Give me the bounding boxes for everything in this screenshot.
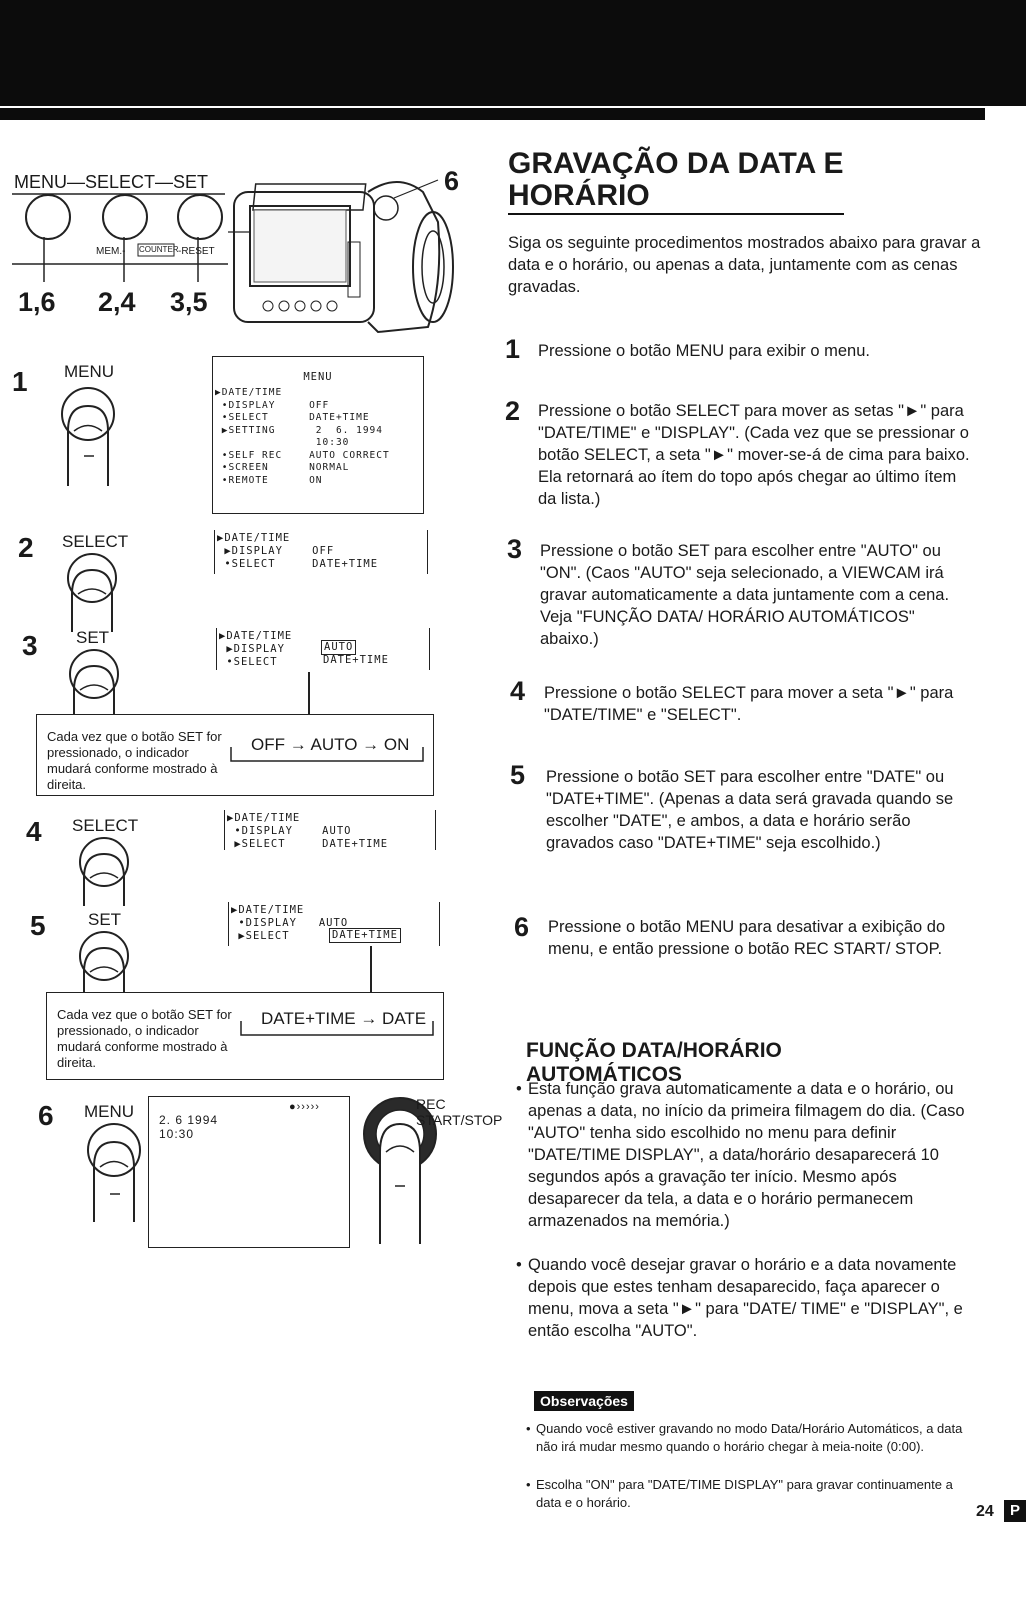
diagram-step-5-number: 5 <box>30 910 46 941</box>
control-number-3: 3,5 <box>170 287 208 317</box>
control-number-1: 1,6 <box>18 287 56 317</box>
callout-2 <box>46 992 444 1080</box>
page-title-line-1: GRAVAÇÃO DA DATA E <box>508 147 844 180</box>
callout-2-pointer <box>370 946 372 992</box>
menu-screen-2 <box>214 530 428 574</box>
menu-screen-1 <box>212 356 424 514</box>
memory-label-a: MEM.- <box>96 246 126 257</box>
header-band <box>0 0 1026 106</box>
diagram-step-6-button: MENU <box>84 1102 135 1121</box>
menu-screen-5-items: ▶DATE/TIME •DISPLAY AUTO ▶SELECT <box>231 904 349 942</box>
cycle-arrow-icon <box>227 737 433 767</box>
rec-label-2: START/STOP <box>416 1112 503 1128</box>
diagram-step-3-number: 3 <box>22 630 38 661</box>
screen-3-auto-value: AUTO <box>321 640 356 655</box>
cycle-arrow-icon <box>237 1011 443 1041</box>
page-number: 24 <box>976 1503 994 1520</box>
memory-label-b: COUNTER <box>139 245 179 254</box>
callout-2-sequence: DATE+TIME → DATE <box>261 1009 427 1028</box>
controls-label: MENU—SELECT—SET <box>14 172 209 192</box>
page-title-line-2: HORÁRIO <box>508 179 650 212</box>
note-1-text: Quando você estiver gravando no modo Data/Horário Automáticos, a data não irá mudar mesmo quando o horário chegar à meia-noite (0:00). <box>536 1421 963 1454</box>
intro-paragraph: Siga os seguinte procedimentos mostrados abaixo para gravar a data e o horário, ou apenas a data, juntamente com as cenas gravadas. <box>508 234 981 296</box>
step-1-number: 1 <box>505 334 521 364</box>
bullet-2-text: Quando você desejar gravar o horário e a data novamente depois que estes tenham desaparecido, faça aparecer o menu, mova a seta "►" para "DATE/ TIME" e "DISPLAY", e então escolha "AUTO". <box>528 1256 963 1340</box>
step-2-text: Pressione o botão SELECT para mover as setas "►" para "DATE/TIME" e "DISPLAY". (Cada vez que se pressionar o botão SELECT, a seta "►" mover-se-á de cima para baixo. Ela retornará ao ítem do topo após chegar ao último ítem da lista.) <box>538 402 970 508</box>
diagram-step-4-button: SELECT <box>72 816 139 835</box>
header-rule <box>0 108 985 120</box>
menu-screen-4 <box>224 810 436 850</box>
control-number-2: 2,4 <box>98 287 136 317</box>
callout-1-sequence: OFF → AUTO → ON <box>251 735 410 754</box>
step-5-number: 5 <box>510 760 526 790</box>
callout-1-text: Cada vez que o botão SET for pressionado, o indicador mudará conforme mostrado à direita. <box>47 729 222 792</box>
note-2-marker: • <box>526 1477 531 1492</box>
camera-callout-number: 6 <box>444 166 460 196</box>
step-4-number: 4 <box>510 676 526 706</box>
screen-3-datetime-value: DATE+TIME <box>323 654 389 666</box>
control-buttons-illustration <box>10 192 232 282</box>
notes-badge: Observações <box>534 1391 634 1411</box>
step-6-number: 6 <box>514 912 530 942</box>
callout-2-text: Cada vez que o botão SET for pressionado, o indicador mudará conforme mostrado à direita. <box>57 1007 232 1070</box>
finger-press-icon <box>74 930 144 1000</box>
final-screen-date: 2. 6 1994 <box>159 1113 219 1127</box>
camcorder-illustration <box>228 162 468 344</box>
memory-label-c: -RESET <box>178 246 215 257</box>
callout-1 <box>36 714 434 796</box>
bullet-1-text: Esta função grava automaticamente a data e o horário, ou apenas a data, no início da primeira filmagem do dia. (Caso "AUTO" tenha sido escolhido no menu para definir "DATE/TIME DISPLAY", a data/horário desaparecerá 10 segundos após a gravação ter início. Mesmo após desaparecer da tela, a data e o horário permanecem armazenados na memória.) <box>528 1080 965 1230</box>
finger-press-icon <box>58 386 128 486</box>
finger-press-icon <box>62 552 132 632</box>
diagram-step-6-number: 6 <box>38 1100 54 1131</box>
diagram-step-2-button: SELECT <box>62 532 129 551</box>
callout-1-pointer <box>308 672 310 714</box>
note-2-text: Escolha "ON" para "DATE/TIME DISPLAY" para gravar continuamente a data e o horário. <box>536 1477 953 1510</box>
step-3-text: Pressione o botão SET para escolher entre "AUTO" ou "ON". (Caos "AUTO" seja selecionado, a VIEWCAM irá gravar automaticamente a data juntamente com a cena. Veja "FUNÇÃO DATA/ HORÁRIO AUTOMÁTICOS" abaixo.) <box>540 542 950 648</box>
finger-press-icon <box>84 1122 154 1222</box>
menu-screen-4-items: ▶DATE/TIME •DISPLAY AUTO ▶SELECT DATE+TIME <box>227 812 389 850</box>
note-1-marker: • <box>526 1421 531 1436</box>
step-5-text: Pressione o botão SET para escolher entre "DATE" ou "DATE+TIME". (Apenas a data será gravada quando se escolher "DATE", e ambos, a data e horário serão gravados caso "DATE+TIME" seja escolhido.) <box>546 768 954 852</box>
diagram-step-2-number: 2 <box>18 532 34 563</box>
step-4-text: Pressione o botão SELECT para mover a seta "►" para "DATE/TIME" e "SELECT". <box>544 684 954 724</box>
step-1-text: Pressione o botão MENU para exibir o menu. <box>538 342 870 360</box>
page-title <box>508 148 848 212</box>
diagram-step-3-button: SET <box>76 628 110 647</box>
step-6-text: Pressione o botão MENU para desativar a exibição do menu, e então pressione o botão REC START/ STOP. <box>548 918 946 958</box>
final-screen-time: 10:30 <box>159 1127 195 1141</box>
step-2-number: 2 <box>505 396 521 426</box>
finger-press-icon <box>64 648 134 718</box>
bullet-1-marker: • <box>516 1080 522 1098</box>
bullet-2-marker: • <box>516 1256 522 1274</box>
menu-screen-2-items: ▶DATE/TIME ▶DISPLAY OFF •SELECT DATE+TIME <box>217 532 379 570</box>
final-screen <box>148 1096 350 1248</box>
screen-5-datetime-value: DATE+TIME <box>329 928 401 943</box>
diagram-step-5-button: SET <box>88 910 122 929</box>
diagram-step-1-number: 1 <box>12 366 28 397</box>
menu-screen-3-items: ▶DATE/TIME ▶DISPLAY •SELECT <box>219 630 293 668</box>
rec-label-1: REC <box>416 1096 446 1112</box>
menu-screen-1-items: ▶DATE/TIME •DISPLAY OFF •SELECT DATE+TIME ▶SETTING 2 6. 1994 10:30 •SELF REC AUTO CORRECT •SCREEN NORMAL •REMOTE ON <box>215 387 390 486</box>
menu-screen-3 <box>216 628 430 670</box>
diagram-step-1-button: MENU <box>64 362 115 381</box>
language-tab: P <box>1004 1500 1026 1522</box>
diagram-step-4-number: 4 <box>26 816 42 847</box>
step-3-number: 3 <box>507 534 523 564</box>
menu-screen-5 <box>228 902 440 946</box>
finger-press-icon <box>74 836 144 906</box>
title-underline <box>508 213 844 215</box>
menu-screen-1-title: MENU <box>303 371 333 383</box>
final-screen-rec-indicator: ●››››› <box>289 1101 320 1113</box>
section-heading-line-2: AUTOMÁTICOS <box>526 1063 682 1086</box>
section-heading-line-1: FUNÇÃO DATA/HORÁRIO <box>526 1039 782 1062</box>
